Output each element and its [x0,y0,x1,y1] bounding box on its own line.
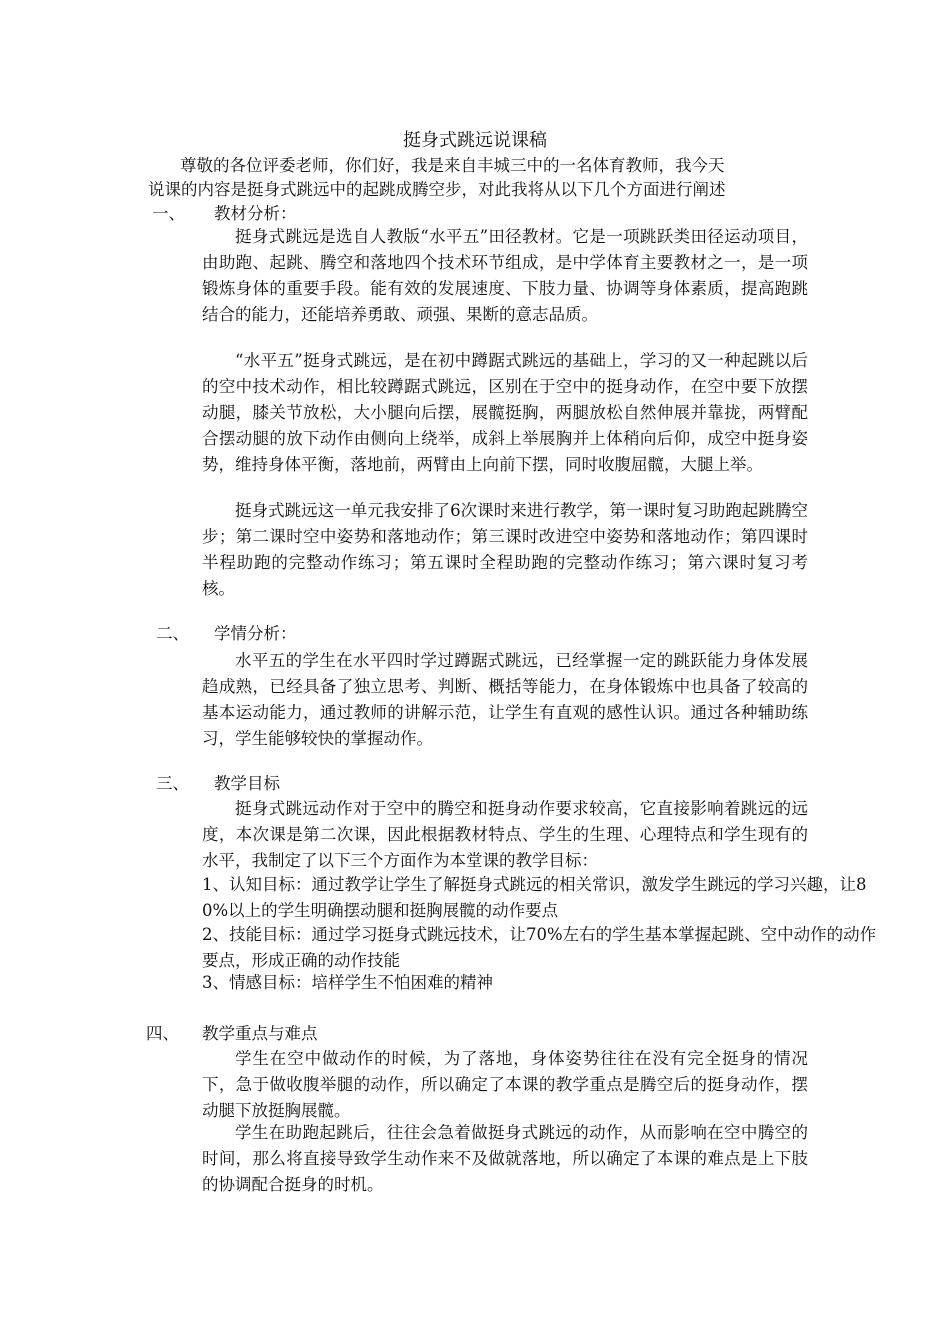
objective-item-3: 3、情感目标：培样学生不怕困难的精神 [202,973,493,992]
section-1-heading: 教材分析： [214,204,297,223]
section-4-paragraph-2: 学生在助跑起跳后，往往会急着做挺身式跳远的动作，从而影响在空中腾空的时间，那么将直接导致学生动作来不及做就落地，所以确定了本课的难点是上下肢的协调配合挺身的时机。 [202,1123,808,1194]
section-3-number: 三、 [156,774,189,793]
section-1-number: 一、 [152,204,185,223]
section-2-paragraph-1: 水平五的学生在水平四时学过蹲踞式跳远，已经掌握一定的跳跃能力身体发展趋成熟，已经具备了独立思考、判断、概括等能力，在身体锻炼中也具备了较高的基本运动能力，通过教师的讲解示范，让学生有直观的感性认识。通过各种辅助练习，学生能够较快的掌握动作。 [202,651,808,748]
section-4-paragraph-1: 学生在空中做动作的时候，为了落地，身体姿势往往在没有完全挺身的情况下，急于做收腹举腿的动作，所以确定了本课的教学重点是腾空后的挺身动作，摆动腿下放挺胸展髋。 [202,1049,808,1120]
section-2-heading: 学情分析： [214,624,297,643]
section-3-paragraph-1: 挺身式跳远动作对于空中的腾空和挺身动作要求较高，它直接影响着跳远的远度，本次课是第二次课，因此根据教材特点、学生的生理、心理特点和学生现有的水平，我制定了以下三个方面作为本堂课的教学目标： [202,799,808,870]
document-title: 挺身式跳远说课稿 [403,130,547,151]
section-4-number: 四、 [146,1024,179,1043]
objective-item-2: 2、技能目标：通过学习挺身式跳远技术，让70%左右的学生基本掌握起跳、空中动作的动作要点，形成正确的动作技能 [202,925,877,970]
section-4-heading: 教学重点与难点 [202,1024,318,1043]
section-1-paragraph-2: “水平五”挺身式跳远，是在初中蹲踞式跳远的基础上，学习的又一种起跳以后的空中技术动作，相比较蹲踞式跳远，区别在于空中的挺身动作，在空中要下放摆动腿，膝关节放松，大小腿向后摆，展髋挺胸，两腿放松自然伸展并靠拢，两臂配合摆动腿的放下动作由侧向上绕举，成斜上举展胸并上体稍向后仰，成空中挺身姿势，维持身体平衡，落地前，两臂由上向前下摆，同时收腹屈髋，大腿上举。 [202,351,808,474]
section-3-heading: 教学目标 [214,774,280,793]
section-2-number: 二、 [156,624,189,643]
intro-line-2: 说课的内容是挺身式跳远中的起跳成腾空步，对此我将从以下几个方面进行阐述 [148,180,726,199]
objective-item-1: 1、认知目标：通过教学让学生了解挺身式跳远的相关常识，激发学生跳远的学习兴趣，让80%以上的学生明确摆动腿和挺胸展髋的动作要点 [202,875,867,920]
section-1-paragraph-1: 挺身式跳远是选自人教版“水平五”田径教材。它是一项跳跃类田径运动项目，由助跑、起跳、腾空和落地四个技术环节组成，是中学体育主要教材之一，是一项锻炼身体的重要手段。能有效的发展速度、下肢力量、协调等身体素质，提高跑跳结合的能力，还能培养勇敢、顽强、果断的意志品质。 [202,227,808,324]
intro-line-1: 尊敬的各位评委老师，你们好，我是来自丰城三中的一名体育教师，我今天 [180,156,725,175]
section-1-paragraph-3: 挺身式跳远这一单元我安排了6次课时来进行教学，第一课时复习助跑起跳腾空步；第二课时空中姿势和落地动作；第三课时改进空中姿势和落地动作；第四课时半程助跑的完整动作练习；第五课时全程助跑的完整动作练习；第六课时复习考核。 [202,501,808,598]
